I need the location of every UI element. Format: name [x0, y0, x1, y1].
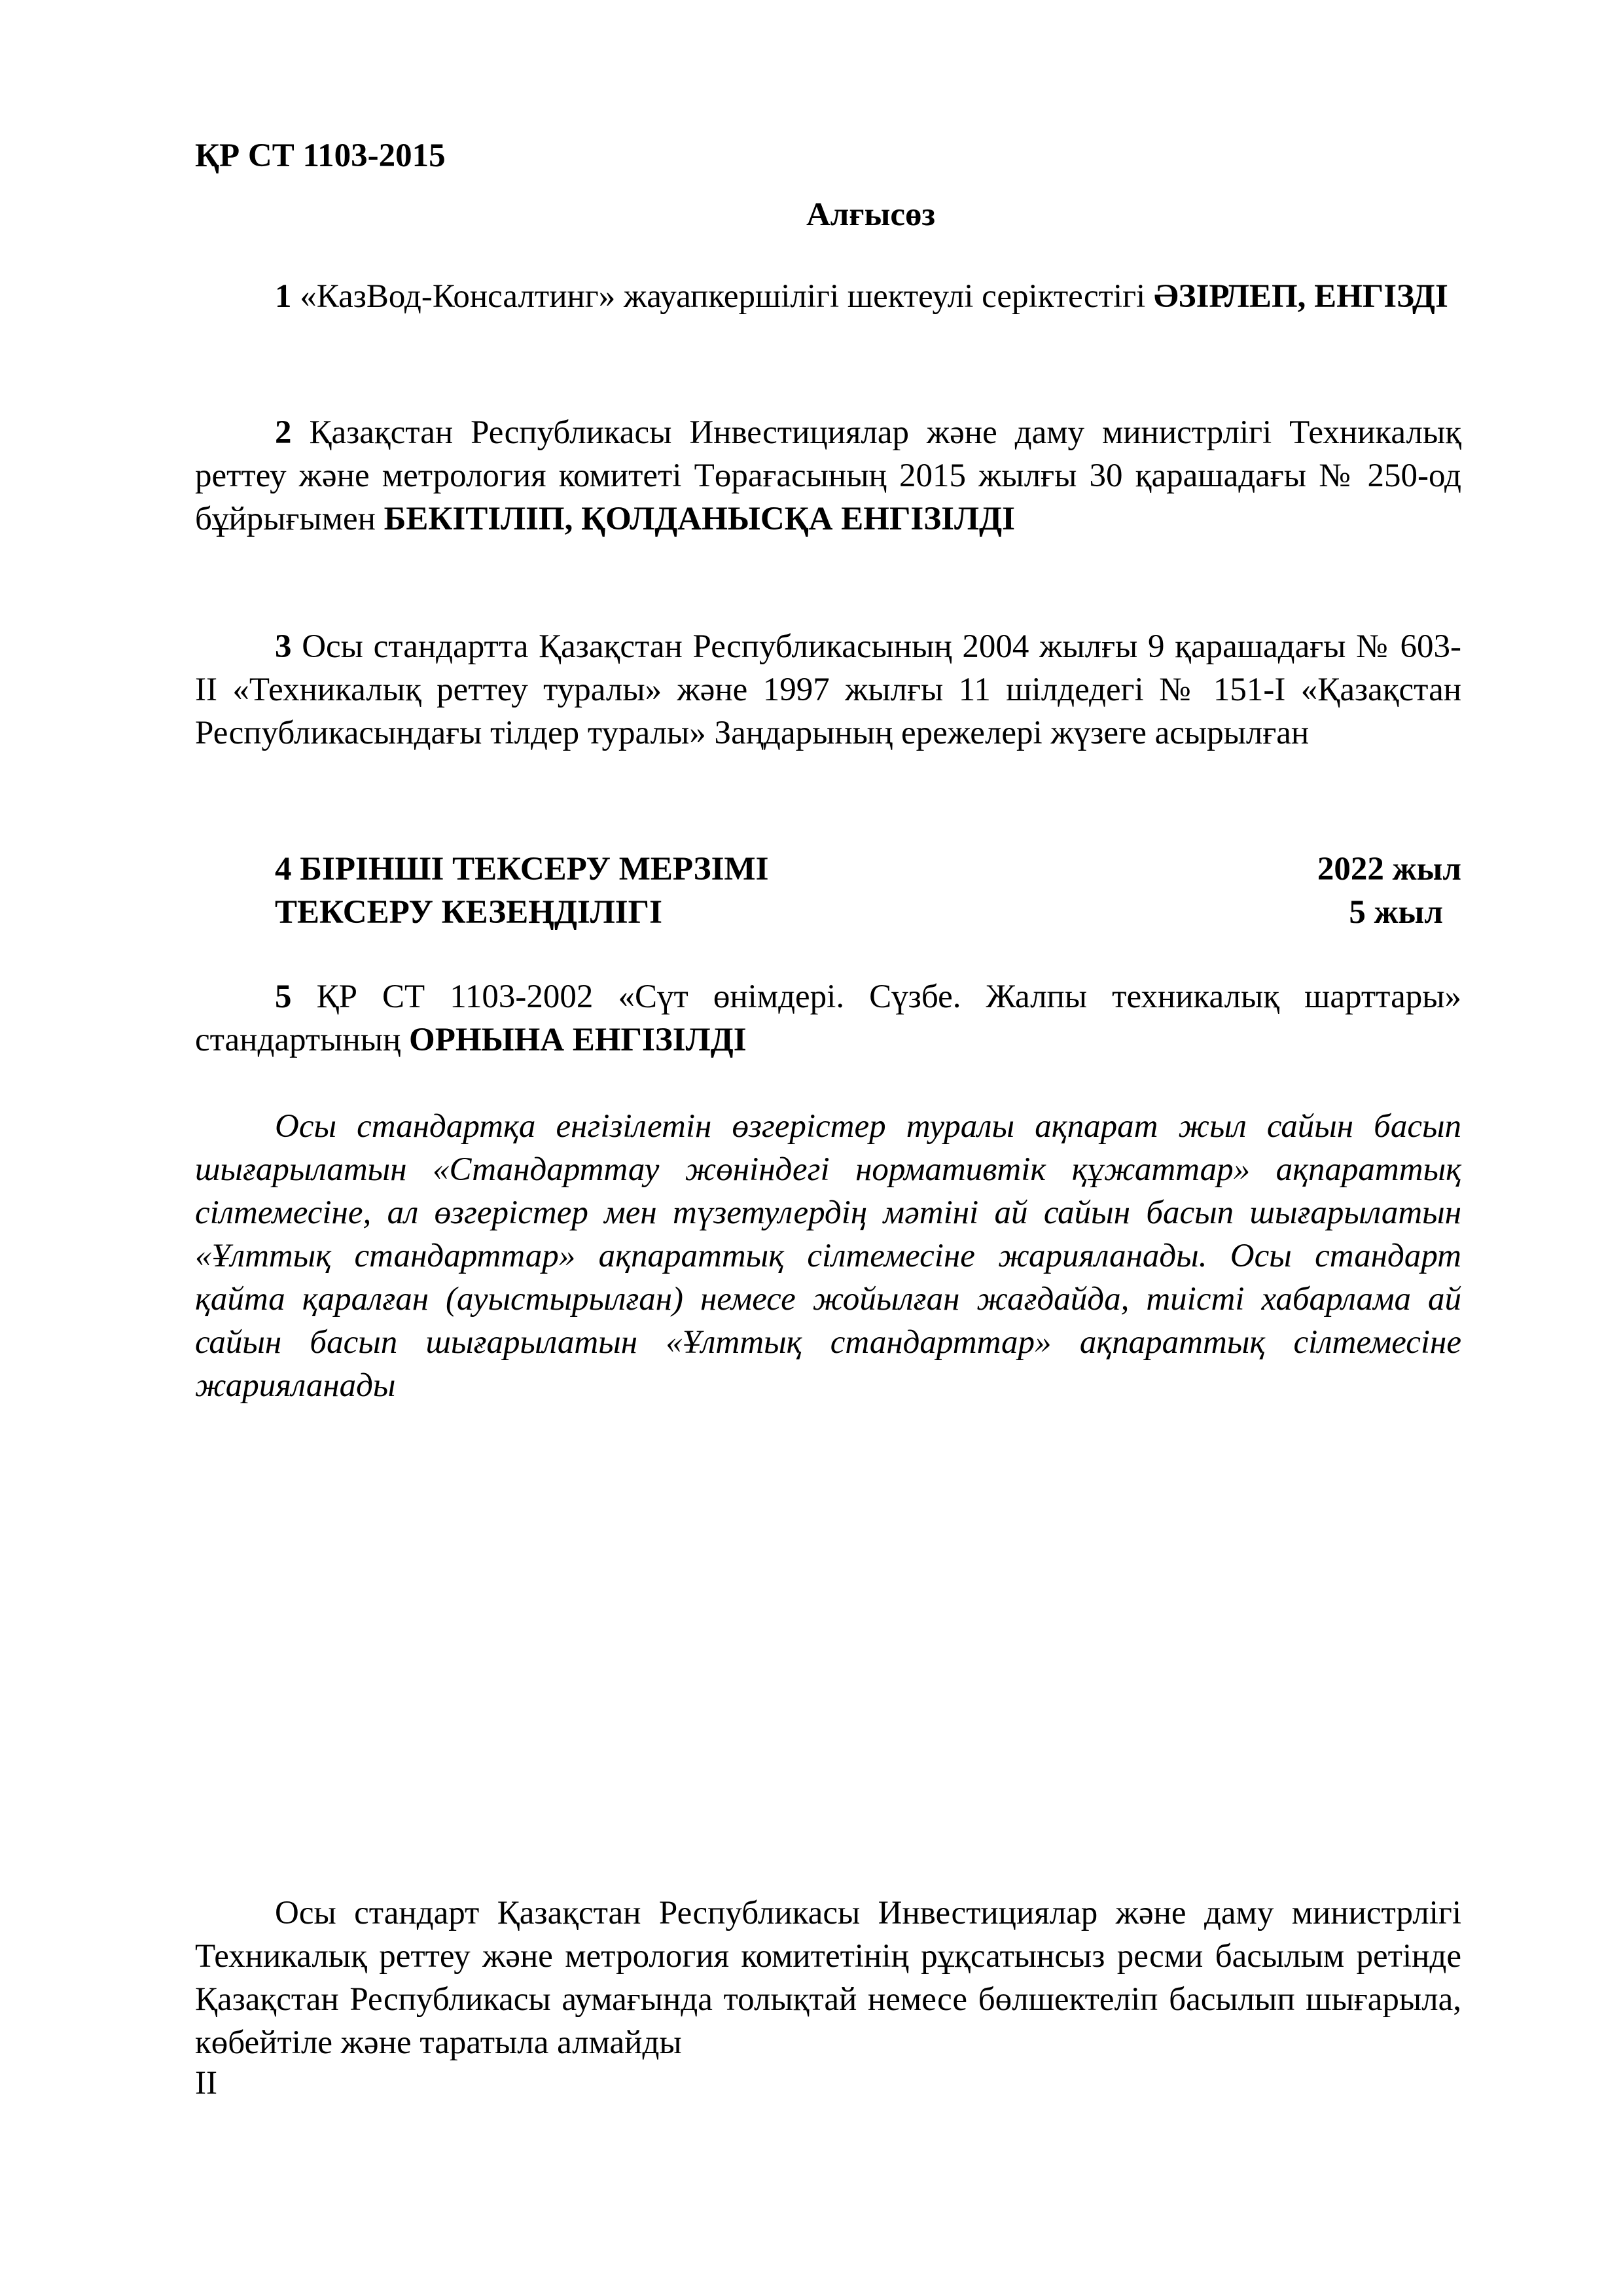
item-bold-text: ӘЗІРЛЕП, ЕНГІЗДІ: [1153, 278, 1448, 315]
item-bold-text: ОРНЫНА ЕНГІЗІЛДІ: [409, 1022, 747, 1058]
item-number: 5: [275, 978, 292, 1015]
copyright-notice: Осы стандарт Қазақстан Республикасы Инвестициялар және даму министрлігі Техникалық реттеу және метрология комитетінің рұқсатынсыз ресми басылым ретінде Қазақстан Республикасы аумағында толықтай немесе бөлшектеліп басылып шығарыла, көбейтіле және таратыла алмайды: [195, 1895, 1461, 2061]
changes-notice: Осы стандартқа енгізілетін өзгерістер туралы ақпарат жыл сайын басып шығарылатын «Стандарттау жөніндегі нормативтік құжаттар» ақпараттық сілтемесіне, ал өзгерістер мен түзетулердің мәтіні ай сайын басып шығарылатын «Ұлттық стандарттар» ақпараттық сілтемесіне жарияланады. Осы стандарт қайта қаралған (ауыстырылған) немесе жойылған жағдайда, тиісті хабарлама ай сайын басып шығарылатын «Ұлттық стандарттар» ақпараттық сілтемесіне жарияланады: [195, 1108, 1461, 1404]
foreword-item-1: [195, 275, 1461, 318]
item-text: ҚР СТ 1103-2002 «Сүт өнімдері. Сүзбе. Жалпы техникалық шарттары» стандартының: [195, 978, 1461, 1058]
check-period-label: ТЕКСЕРУ КЕЗЕҢДІЛІГІ: [275, 894, 662, 931]
first-check-value: 2022 жыл: [1317, 851, 1461, 888]
page-title: Алғысөз: [806, 196, 936, 233]
check-period-row: [275, 891, 1461, 934]
page-number: II: [195, 2065, 217, 2102]
first-check-row: [275, 848, 1461, 891]
foreword-item-2: [195, 411, 1461, 541]
document-code: ҚР СТ 1103-2015: [195, 137, 446, 174]
foreword-item-3: [195, 625, 1461, 755]
check-period-value: 5 жыл: [1349, 894, 1443, 931]
item-number: 1: [275, 278, 292, 315]
item-number: 3: [275, 628, 292, 665]
item-bold-text: БЕКІТІЛІП, ҚОЛДАНЫСҚА ЕНГІЗІЛДІ: [383, 501, 1015, 537]
item-text: «КазВод-Консалтинг» жауапкершілігі шектеулі серіктестігі: [291, 278, 1154, 315]
item-number: 2: [275, 414, 292, 451]
item-text: Осы стандартта Қазақстан Республикасының 2004 жылғы 9 қарашадағы № 603-II «Техникалық реттеу туралы» және 1997 жылғы 11 шілдедегі № 151-І «Қазақстан Республикасындағы тілдер туралы» Заңдарының ережелері жүзеге асырылған: [195, 628, 1461, 751]
foreword-item-5: [195, 975, 1461, 1062]
item-text: Қазақстан Республикасы Инвестициялар және даму министрлігі Техникалық реттеу және метрология комитеті Төрағасының 2015 жылғы 30 қарашадағы № 250-од бұйрығымен: [195, 414, 1461, 537]
first-check-label: 4 БІРІНШІ ТЕКСЕРУ МЕРЗІМІ: [275, 851, 769, 888]
